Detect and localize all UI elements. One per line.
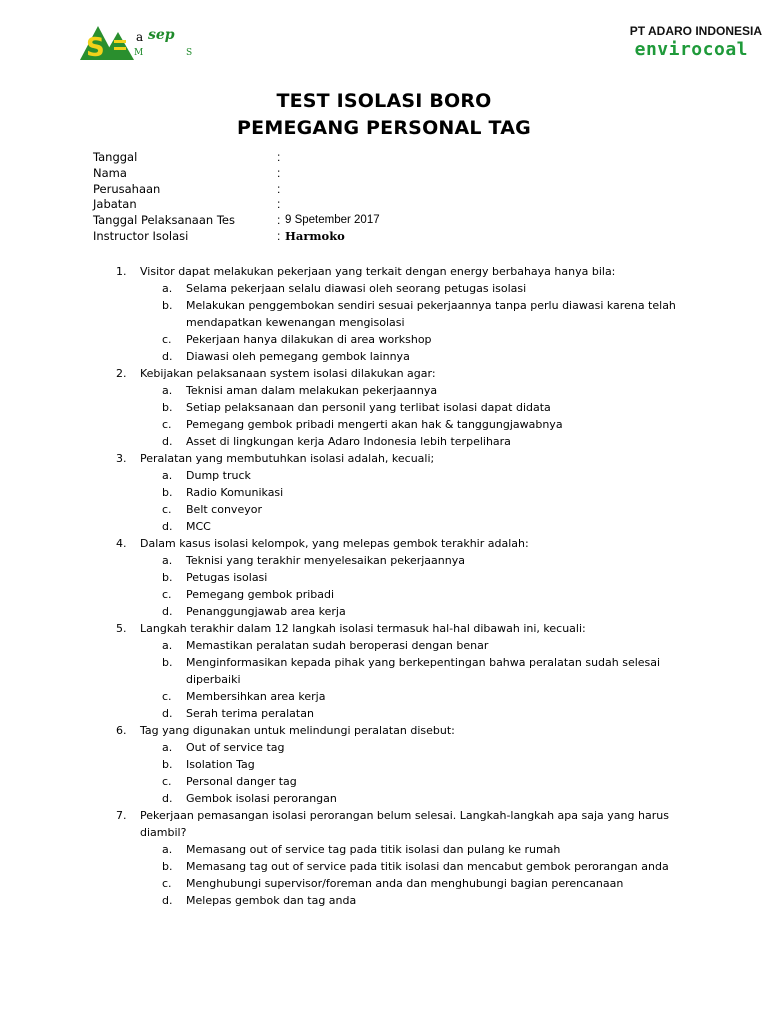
info-value: 9 Spetember 2017 — [285, 214, 380, 227]
option-list — [162, 841, 676, 909]
option-text: Teknisi yang terakhir menyelesaikan pekerjaannya — [186, 554, 465, 567]
company-brand: envirocoal — [634, 39, 748, 60]
answer-option — [162, 297, 676, 331]
option-text: Melakukan penggembokan sendiri sesuai pekerjaannya tanpa perlu diawasi karena telah mendapatkan kewenangan mengisolasi — [186, 299, 676, 329]
info-value: Harmoko — [285, 228, 345, 243]
info-label: Perusahaan — [93, 181, 161, 196]
option-list — [162, 552, 676, 620]
answer-option — [162, 705, 676, 722]
option-letter: d. — [162, 894, 173, 907]
answer-option — [162, 654, 676, 688]
option-letter: a. — [162, 843, 173, 856]
question-number: 3. — [116, 452, 127, 465]
question-number: 5. — [116, 622, 127, 635]
answer-option — [162, 569, 676, 586]
question-text: Pekerjaan pemasangan isolasi perorangan belum selesai. Langkah-langkah apa saja yang harus diambil? — [140, 809, 669, 839]
option-letter: b. — [162, 571, 173, 584]
question-text: Langkah terakhir dalam 12 langkah isolasi termasuk hal-hal dibawah ini, kecuali: — [140, 622, 586, 635]
option-text: MCC — [186, 520, 211, 533]
option-list — [162, 467, 676, 535]
question-item — [116, 365, 676, 382]
tree-logo-icon — [80, 24, 136, 62]
option-text: Belt conveyor — [186, 503, 262, 516]
info-row — [93, 150, 380, 166]
option-letter: d. — [162, 350, 173, 363]
option-list — [162, 382, 676, 450]
document-subtitle: PEMEGANG PERSONAL TAG — [237, 117, 531, 139]
option-letter: a. — [162, 741, 173, 754]
info-label: Instructor Isolasi — [93, 228, 189, 243]
info-colon: : — [277, 197, 281, 212]
answer-option — [162, 348, 676, 365]
question-number: 2. — [116, 367, 127, 380]
option-text: Melepas gembok dan tag anda — [186, 894, 357, 907]
question-item — [116, 535, 676, 552]
option-text: Dump truck — [186, 469, 251, 482]
option-text: Pekerjaan hanya dilakukan di area workshop — [186, 333, 432, 346]
question-number: 6. — [116, 724, 127, 737]
answer-option — [162, 841, 676, 858]
info-label: Nama — [93, 165, 127, 180]
question-item — [116, 620, 676, 637]
logo-letter-a: a — [136, 30, 144, 44]
question-item — [116, 722, 676, 739]
answer-option — [162, 433, 676, 450]
option-text: Out of service tag — [186, 741, 285, 754]
question-text: Visitor dapat melakukan pekerjaan yang terkait dengan energy berbahaya hanya bila: — [140, 265, 616, 278]
option-letter: a. — [162, 639, 173, 652]
document-title: TEST ISOLASI BORO — [276, 90, 492, 112]
option-letter: a. — [162, 282, 173, 295]
option-text: Gembok isolasi perorangan — [186, 792, 337, 805]
answer-option — [162, 688, 676, 705]
info-label: Tanggal Pelaksanaan Tes — [93, 213, 235, 228]
smsep-logo — [80, 24, 210, 64]
option-list — [162, 739, 676, 807]
option-text: Memasang tag out of service pada titik isolasi dan mencabut gembok perorangan anda — [186, 860, 669, 873]
answer-option — [162, 518, 676, 535]
option-letter: b. — [162, 860, 173, 873]
question-item — [116, 807, 676, 841]
question-item — [116, 450, 676, 467]
option-letter: d. — [162, 792, 173, 805]
option-text: Membersihkan area kerja — [186, 690, 326, 703]
answer-option — [162, 382, 676, 399]
option-letter: c. — [162, 690, 172, 703]
option-text: Pemegang gembok pribadi — [186, 588, 335, 601]
option-letter: d. — [162, 435, 173, 448]
option-text: Petugas isolasi — [186, 571, 268, 584]
question-number: 1. — [116, 265, 127, 278]
question-number: 4. — [116, 537, 127, 550]
option-text: Diawasi oleh pemegang gembok lainnya — [186, 350, 410, 363]
answer-option — [162, 756, 676, 773]
question-item — [116, 263, 676, 280]
option-text: Asset di lingkungan kerja Adaro Indonesia lebih terpelihara — [186, 435, 511, 448]
option-letter: c. — [162, 775, 172, 788]
option-letter: b. — [162, 486, 173, 499]
option-letter: d. — [162, 707, 173, 720]
option-text: Isolation Tag — [186, 758, 255, 771]
answer-option — [162, 484, 676, 501]
info-label: Jabatan — [93, 197, 137, 212]
option-letter: b. — [162, 758, 173, 771]
answer-option — [162, 467, 676, 484]
info-colon: : — [277, 228, 281, 243]
option-letter: a. — [162, 384, 173, 397]
answer-option — [162, 586, 676, 603]
option-list — [162, 637, 676, 722]
logo-letter-m: M — [134, 48, 144, 58]
option-letter: b. — [162, 299, 173, 312]
answer-option — [162, 790, 676, 807]
option-letter: d. — [162, 605, 173, 618]
question-number: 7. — [116, 809, 127, 822]
info-colon: : — [277, 150, 281, 164]
option-letter: c. — [162, 333, 172, 346]
option-text: Radio Komunikasi — [186, 486, 284, 499]
option-text: Memastikan peralatan sudah beroperasi dengan benar — [186, 639, 489, 652]
answer-option — [162, 552, 676, 569]
option-letter: b. — [162, 656, 173, 669]
answer-option — [162, 637, 676, 654]
info-colon: : — [277, 213, 281, 228]
option-letter: c. — [162, 418, 172, 431]
info-row — [93, 166, 380, 182]
answer-option — [162, 501, 676, 518]
answer-option — [162, 892, 676, 909]
answer-option — [162, 603, 676, 620]
option-text: Personal danger tag — [186, 775, 297, 788]
logo-letter-s: S — [186, 48, 193, 58]
option-text: Memasang out of service tag pada titik isolasi dan pulang ke rumah — [186, 843, 561, 856]
option-letter: c. — [162, 877, 172, 890]
info-row — [93, 182, 380, 198]
option-text: Menghubungi supervisor/foreman anda dan menghubungi bagian perencanaan — [186, 877, 624, 890]
logo-mark: S — [86, 33, 105, 62]
logo-sep: sep — [148, 27, 175, 43]
company-header — [630, 24, 762, 60]
answer-option — [162, 875, 676, 892]
info-row — [93, 213, 380, 229]
option-text: Penanggungjawab area kerja — [186, 605, 346, 618]
answer-option — [162, 739, 676, 756]
question-text: Peralatan yang membutuhkan isolasi adalah, kecuali; — [140, 452, 435, 465]
answer-option — [162, 331, 676, 348]
answer-option — [162, 399, 676, 416]
info-label: Tanggal — [93, 150, 138, 164]
answer-option — [162, 280, 676, 297]
option-letter: a. — [162, 469, 173, 482]
question-text: Dalam kasus isolasi kelompok, yang melepas gembok terakhir adalah: — [140, 537, 529, 550]
option-letter: b. — [162, 401, 173, 414]
answer-option — [162, 773, 676, 790]
option-text: Menginformasikan kepada pihak yang berkepentingan bahwa peralatan sudah selesai diperbaiki — [186, 656, 661, 686]
option-letter: c. — [162, 588, 172, 601]
option-text: Selama pekerjaan selalu diawasi oleh seorang petugas isolasi — [186, 282, 527, 295]
company-name: PT ADARO INDONESIA — [629, 24, 762, 38]
option-list — [162, 280, 676, 365]
option-letter: c. — [162, 503, 172, 516]
option-letter: d. — [162, 520, 173, 533]
option-text: Setiap pelaksanaan dan personil yang terlibat isolasi dapat didata — [186, 401, 551, 414]
answer-option — [162, 858, 676, 875]
option-text: Teknisi aman dalam melakukan pekerjaannya — [186, 384, 438, 397]
question-text: Kebijakan pelaksanaan system isolasi dilakukan agar: — [140, 367, 436, 380]
info-row — [93, 197, 380, 213]
option-text: Serah terima peralatan — [186, 707, 314, 720]
participant-info — [93, 150, 380, 245]
option-text: Pemegang gembok pribadi mengerti akan hak & tanggungjawabnya — [186, 418, 563, 431]
info-colon: : — [277, 165, 281, 180]
question-list — [116, 263, 676, 909]
answer-option — [162, 416, 676, 433]
info-colon: : — [277, 181, 281, 196]
question-text: Tag yang digunakan untuk melindungi peralatan disebut: — [140, 724, 455, 737]
info-row — [93, 229, 380, 245]
option-letter: a. — [162, 554, 173, 567]
